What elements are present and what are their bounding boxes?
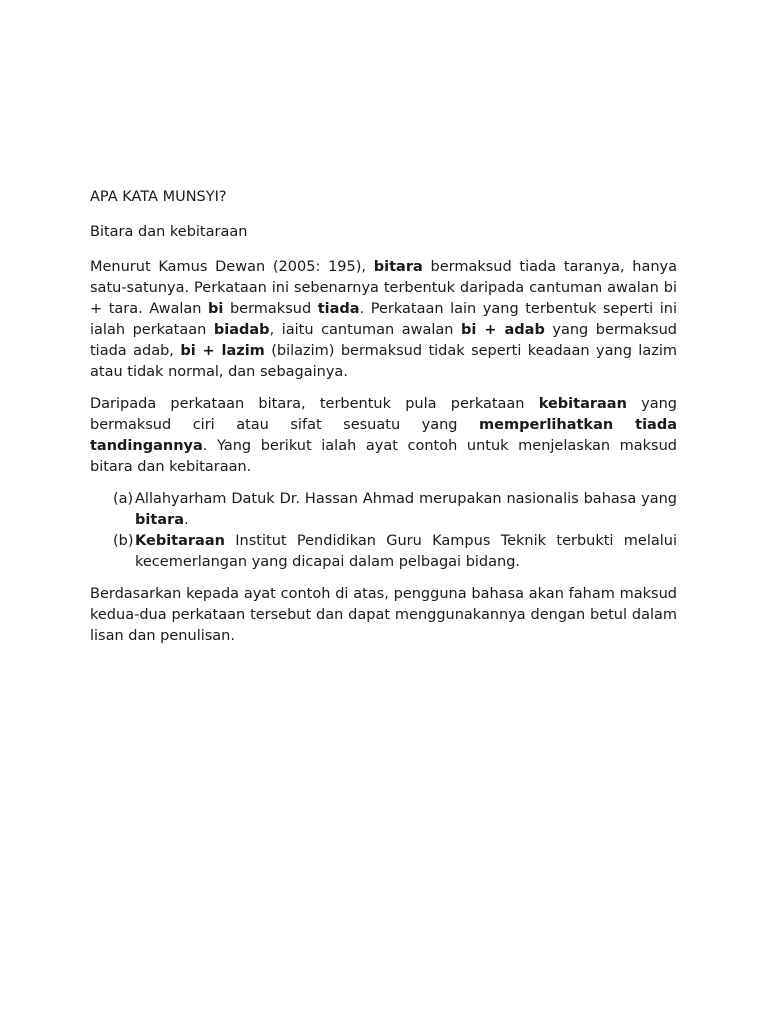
text-run: (bilazim) bermaksud tidak seperti keadaan yang lazim atau tidak normal, dan sebagainya. — [90, 343, 677, 380]
example-marker: (a) — [113, 491, 134, 507]
bold-term: bitara — [373, 259, 423, 275]
text-run: . Yang berikut ialah ayat contoh untuk menjelaskan maksud bitara dan kebitaraan. — [90, 438, 677, 475]
text-run: Allahyarham Datuk Dr. Hassan Ahmad merupakan nasionalis bahasa yang — [135, 491, 677, 507]
bold-term: biadab — [213, 322, 270, 338]
text-run: Institut Pendidikan Guru Kampus Teknik terbukti melalui kecemerlangan yang dicapai dalam pelbagai bidang. — [135, 533, 677, 570]
bold-term: bi + adab — [461, 322, 545, 338]
bold-term: Kebitaraan — [135, 533, 225, 549]
bold-term: bi — [208, 301, 224, 317]
paragraph-definition — [90, 257, 677, 383]
bold-term: bitara — [135, 512, 185, 528]
text-run: bermaksud — [223, 301, 318, 317]
bold-term: tiada — [317, 301, 360, 317]
text-run: yang bermaksud ciri atau sifat sesuatu yang — [90, 396, 677, 433]
example-item — [90, 489, 677, 531]
bold-term: kebitaraan — [538, 396, 627, 412]
text-run: yang bermaksud tiada adab, — [90, 322, 677, 359]
document-title: APA KATA MUNSYI? — [90, 189, 227, 205]
bold-term: bi + lazim — [180, 343, 265, 359]
text-run: bermaksud tiada taranya, hanya satu-satunya. Perkataan ini sebenarnya terbentuk daripada cantuman awalan bi + tara. Awalan — [90, 259, 678, 317]
text-run: Daripada perkataan bitara, terbentuk pula perkataan — [90, 396, 539, 412]
example-text — [135, 533, 677, 570]
example-item — [90, 531, 677, 573]
example-sentences-list — [90, 489, 677, 573]
text-run: . — [184, 512, 189, 528]
document-page — [90, 187, 677, 658]
text-run: Menurut Kamus Dewan (2005: 195), — [90, 259, 374, 275]
example-text — [135, 491, 677, 528]
example-marker: (b) — [113, 533, 134, 549]
text-run: , iaitu cantuman awalan — [269, 322, 462, 338]
text-run: . Perkataan lain yang terbentuk seperti ini ialah perkataan — [90, 301, 678, 338]
bold-term: memperlihatkan tiada tandingannya — [90, 417, 677, 454]
paragraph-conclusion: Berdasarkan kepada ayat contoh di atas, pengguna bahasa akan faham maksud kedua-dua perkataan tersebut dan dapat menggunakannya dengan betul dalam lisan dan penulisan. — [90, 586, 677, 644]
paragraph-derivation — [90, 394, 677, 478]
document-subtitle: Bitara dan kebitaraan — [90, 224, 248, 240]
